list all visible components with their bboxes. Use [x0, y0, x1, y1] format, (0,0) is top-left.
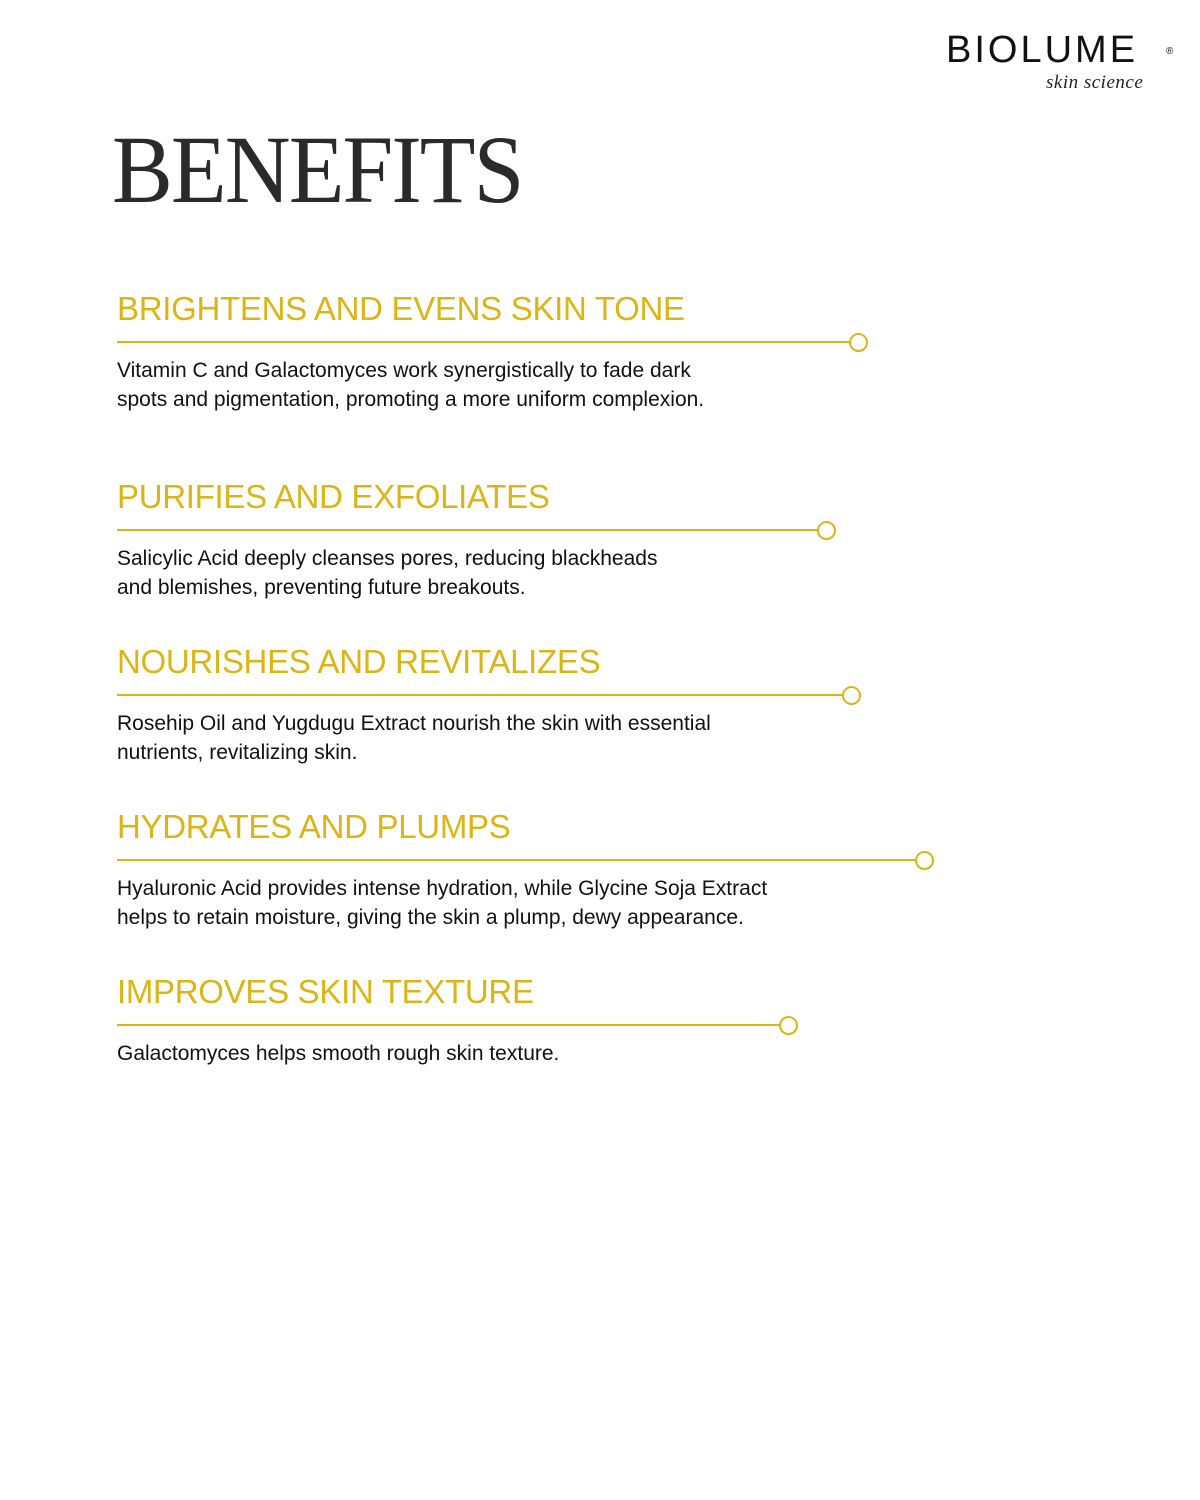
registered-mark: ® [1166, 46, 1174, 57]
description-line: Vitamin C and Galactomyces work synergistically to fade dark [117, 359, 691, 382]
circle-node-icon [817, 521, 836, 540]
benefit-description [117, 1039, 559, 1068]
brand-tagline: skin science [1046, 72, 1144, 93]
page-title: BENEFITS [112, 116, 523, 223]
benefit-heading: BRIGHTENS AND EVENS SKIN TONE [117, 290, 685, 327]
divider-line [117, 529, 819, 531]
description-line: and blemishes, preventing future breakouts. [117, 576, 526, 599]
circle-node-icon [779, 1016, 798, 1035]
divider-line [117, 1024, 781, 1026]
description-line: Hyaluronic Acid provides intense hydration, while Glycine Soja Extract [117, 877, 768, 900]
circle-node-icon [849, 333, 868, 352]
description-line: helps to retain moisture, giving the skin a plump, dewy appearance. [117, 906, 744, 929]
benefit-section-texture [117, 973, 559, 1068]
benefit-heading: IMPROVES SKIN TEXTURE [117, 973, 534, 1010]
description-line: nutrients, revitalizing skin. [117, 741, 358, 764]
benefit-divider [117, 520, 657, 540]
description-line: spots and pigmentation, promoting a more uniform complexion. [117, 388, 705, 411]
benefit-divider [117, 332, 704, 352]
brand-name-text: BIOLUME [946, 29, 1139, 71]
description-line: Salicylic Acid deeply cleanses pores, reducing blackheads [117, 547, 658, 570]
benefit-section-brightens [117, 290, 704, 414]
brand-logo [946, 29, 1176, 93]
benefit-section-nourishes [117, 643, 711, 767]
benefit-divider [117, 850, 767, 870]
benefit-heading: PURIFIES AND EXFOLIATES [117, 478, 550, 515]
benefit-section-hydrates [117, 808, 767, 932]
divider-line [117, 341, 851, 343]
description-line: Rosehip Oil and Yugdugu Extract nourish the skin with essential [117, 712, 711, 735]
divider-line [117, 859, 917, 861]
benefit-description [117, 874, 767, 932]
benefit-heading: HYDRATES AND PLUMPS [117, 808, 511, 845]
benefit-section-purifies [117, 478, 657, 602]
benefit-description [117, 544, 657, 602]
benefit-divider [117, 1015, 559, 1035]
benefit-heading: NOURISHES AND REVITALIZES [117, 643, 601, 680]
brand-name [946, 30, 1176, 70]
benefit-divider [117, 685, 711, 705]
circle-node-icon [915, 851, 934, 870]
benefit-description [117, 356, 704, 414]
description-line: Galactomyces helps smooth rough skin texture. [117, 1042, 560, 1065]
divider-line [117, 694, 844, 696]
circle-node-icon [842, 686, 861, 705]
benefit-description [117, 709, 711, 767]
